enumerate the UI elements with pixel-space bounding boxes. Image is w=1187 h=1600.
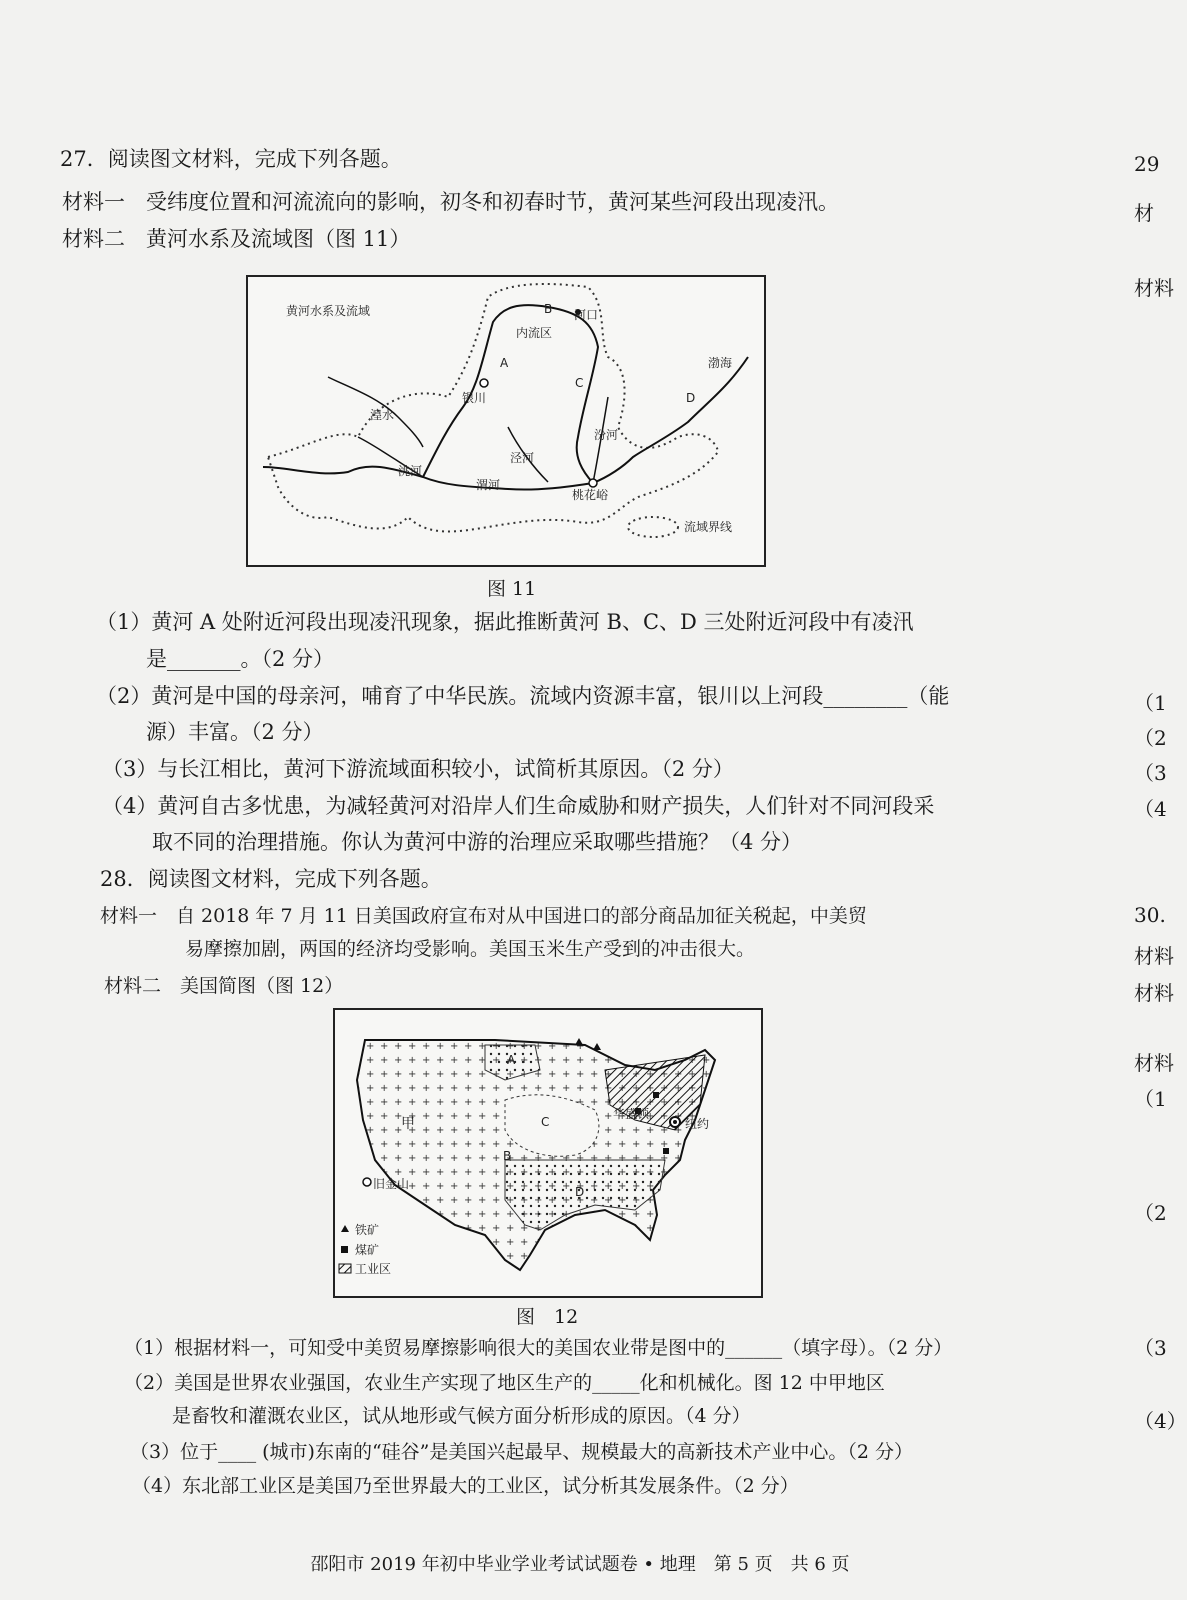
edge-text: （3 xyxy=(1134,761,1167,785)
q27-3-line1: （3）与长江相比，黄河下游流域面积较小，试简析其原因。（2 分） xyxy=(102,757,734,781)
edge-text: （2 xyxy=(1134,1201,1167,1225)
yellow-river-line xyxy=(263,357,748,490)
edge-text: 材料 xyxy=(1134,981,1174,1005)
fig11-caption: 图 11 xyxy=(487,578,537,600)
label-neiliuqu: 内流区 xyxy=(516,326,553,340)
q28-2-line1: （2）美国是世界农业强国，农业生产实现了地区生产的_____化和机械化。图 12 中甲地区 xyxy=(124,1372,885,1394)
legend-iron: 铁矿 xyxy=(355,1223,380,1237)
q27-4-line2: 取不同的治理措施。你认为黄河中游的治理应采取哪些措施？（4 分） xyxy=(152,830,803,854)
edge-text: 材料 xyxy=(1134,944,1174,968)
q28-material1-line1: 材料一 自 2018 年 7 月 11 日美国政府宣布对从中国进口的部分商品加征关税起，中美贸 xyxy=(100,905,867,927)
q28-1-line1: （1）根据材料一，可知受中美贸易摩擦影响很大的美国农业带是图中的______（填字母）。（2 分） xyxy=(124,1337,953,1359)
us-label-newyork: 纽约 xyxy=(685,1117,710,1131)
q27-2-line2: 源）丰富。（2 分） xyxy=(146,720,324,744)
q27-material2: 材料二 黄河水系及流域图（图 11） xyxy=(62,227,411,251)
figure-11-map xyxy=(246,275,766,567)
label-C: C xyxy=(575,376,584,390)
edge-text: （3 xyxy=(1134,1336,1167,1360)
edge-text: （4） xyxy=(1134,1409,1187,1433)
label-legend: 流域界线 xyxy=(684,520,733,534)
edge-text: （1 xyxy=(1134,691,1167,715)
label-yinchuan: 银川 xyxy=(462,391,487,405)
edge-text: （1 xyxy=(1134,1087,1167,1111)
label-B: B xyxy=(544,302,553,316)
us-label-B: B xyxy=(503,1149,512,1163)
q28-2-line2: 是畜牧和灌溉农业区，试从地形或气候方面分析形成的原因。（4 分） xyxy=(172,1405,751,1427)
label-D: D xyxy=(686,391,696,405)
q28-material1-line2: 易摩擦加剧，两国的经济均受影响。美国玉米生产受到的冲击很大。 xyxy=(185,938,756,960)
edge-text: 30. xyxy=(1134,903,1166,927)
page-footer: 邵阳市 2019 年初中毕业学业考试试题卷 • 地理 第 5 页 共 6 页 xyxy=(310,1554,850,1575)
figure-12-map xyxy=(333,1008,763,1298)
map11-title: 黄河水系及流域 xyxy=(286,304,371,318)
edge-text: （4 xyxy=(1134,797,1167,821)
us-label-C: C xyxy=(541,1115,550,1129)
label-A: A xyxy=(500,356,509,370)
q27-material1: 材料一 受纬度位置和河流流向的影响，初冬和初春时节，黄河某些河段出现凌汛。 xyxy=(62,190,839,214)
edge-text: 材 xyxy=(1134,201,1154,225)
edge-text: （2 xyxy=(1134,726,1167,750)
q27-1-line2: 是_______。（2 分） xyxy=(146,647,335,671)
q28-material2: 材料二 美国简图（图 12） xyxy=(104,975,344,997)
legend-industry: 工业区 xyxy=(355,1262,392,1276)
label-taohe: 洮河 xyxy=(398,464,423,478)
q28-3-line1: （3）位于____ (城市)东南的“硅谷”是美国兴起最早、规模最大的高新技术产业中心。（2 分） xyxy=(130,1441,914,1463)
q28-heading: 28．阅读图文材料，完成下列各题。 xyxy=(100,867,442,891)
edge-text: 材料 xyxy=(1134,1051,1174,1075)
us-label-A: A xyxy=(507,1053,516,1067)
us-label-sanfrancisco: 旧金山 xyxy=(373,1177,410,1191)
label-hekou: 河口 xyxy=(574,308,599,322)
fig12-caption: 图 12 xyxy=(516,1306,579,1328)
legend-coal: 煤矿 xyxy=(355,1243,380,1257)
q27-1-line1: （1）黄河 A 处附近河段出现凌汛现象，据此推断黄河 B、C、D 三处附近河段中有凌汛 xyxy=(96,610,914,634)
edge-text: 材料 xyxy=(1134,276,1174,300)
label-weihe: 渭河 xyxy=(476,478,501,492)
us-label-washington: 华盛顿 xyxy=(613,1107,650,1121)
label-taohuayu: 桃花峪 xyxy=(572,488,609,502)
label-huangshui: 湟水 xyxy=(370,408,395,422)
label-jinghe: 泾河 xyxy=(510,451,535,465)
edge-text: 29 xyxy=(1134,152,1160,176)
q27-heading: 27．阅读图文材料，完成下列各题。 xyxy=(60,147,402,171)
label-bohai: 渤海 xyxy=(708,356,733,370)
us-label-jia: 甲 xyxy=(401,1116,415,1132)
q27-4-line1: （4）黄河自古多忧患，为减轻黄河对沿岸人们生命威胁和财产损失，人们针对不同河段采 xyxy=(102,794,935,818)
q27-2-line1: （2）黄河是中国的母亲河，哺育了中华民族。流域内资源丰富，银川以上河段________（能 xyxy=(96,684,950,708)
q28-4-line1: （4）东北部工业区是美国乃至世界最大的工业区，试分析其发展条件。（2 分） xyxy=(132,1475,799,1497)
us-label-D: D xyxy=(575,1185,585,1199)
label-fenhe: 汾河 xyxy=(594,428,619,442)
